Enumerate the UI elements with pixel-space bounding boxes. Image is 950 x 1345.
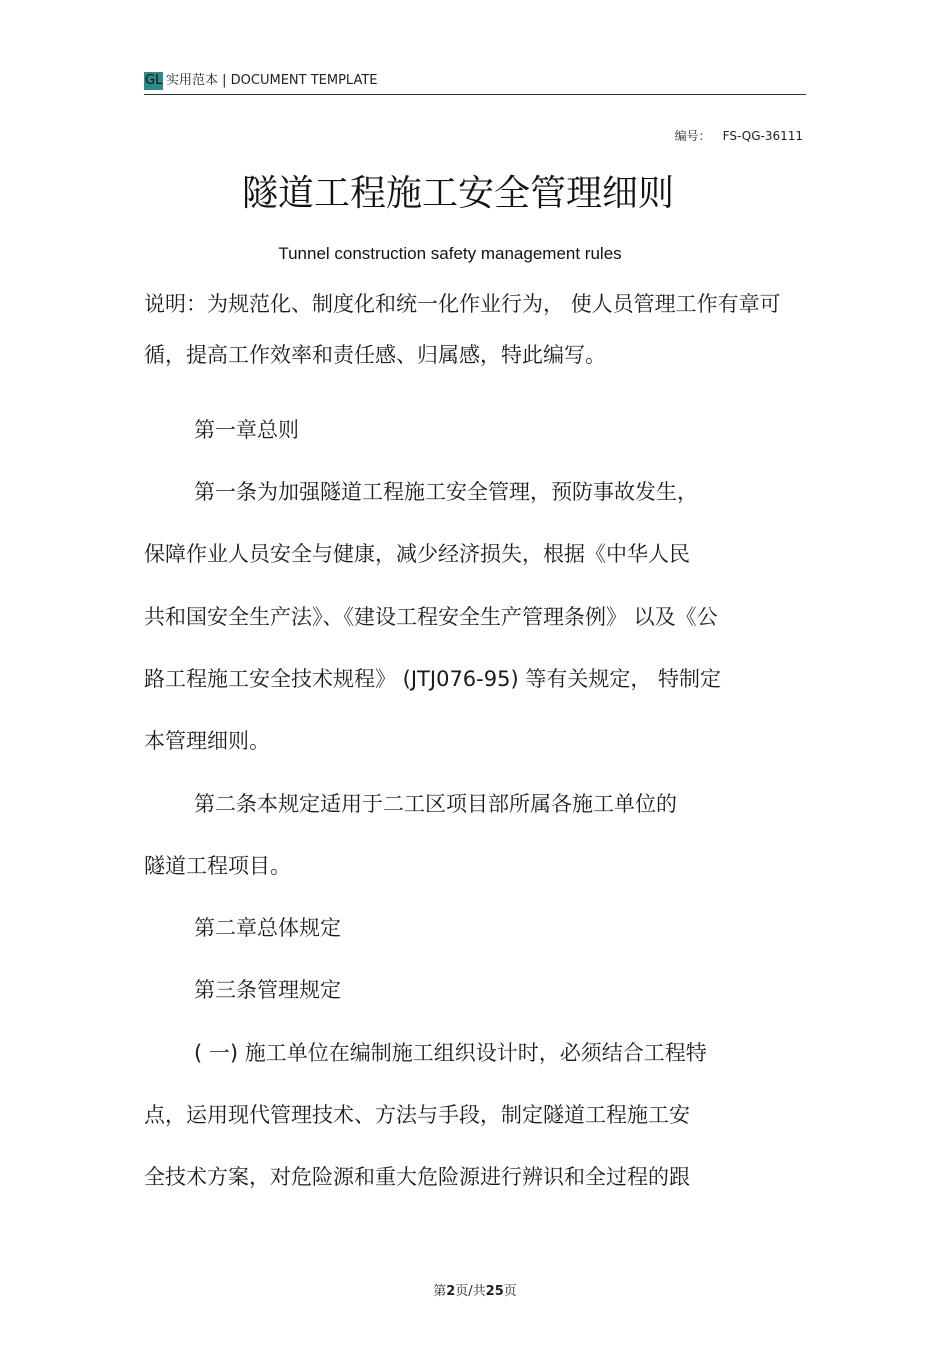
- body-line: 隧道工程项目。: [144, 854, 291, 878]
- page-header: [144, 70, 806, 95]
- body-line: 说明：为规范化、制度化和统一化作业行为， 使人员管理工作有章可: [144, 292, 781, 316]
- body-line: 第一条为加强隧道工程施工安全管理，预防事故发生，: [194, 480, 698, 504]
- body-line: 路工程施工安全技术规程》 (JTJ076-95) 等有关规定， 特制定: [144, 667, 722, 691]
- chapter-heading: 第一章总则: [194, 418, 299, 442]
- footer-prefix: 第: [433, 1284, 447, 1299]
- document-number-value: FS-QG-36111: [722, 129, 803, 143]
- total-pages: 25: [485, 1284, 504, 1299]
- body-line: 共和国安全生产法》、《建设工程安全生产管理条例》 以及《公: [144, 605, 718, 629]
- page-footer: [0, 1280, 950, 1299]
- footer-suffix: 页: [503, 1284, 517, 1299]
- body-line: 保障作业人员安全与健康，减少经济损失，根据《中华人民: [144, 542, 690, 566]
- chapter-heading: 第二章总体规定: [194, 916, 341, 940]
- header-text: 实用范本 | DOCUMENT TEMPLATE: [166, 73, 378, 88]
- body-line: 第二条本规定适用于二工区项目部所属各施工单位的: [194, 792, 677, 816]
- body-line: 本管理细则。: [144, 729, 270, 753]
- current-page: 2: [446, 1284, 456, 1299]
- document-number: [675, 127, 803, 144]
- body-line: 循，提高工作效率和责任感、归属感，特此编写。: [144, 343, 606, 367]
- body-line: 点，运用现代管理技术、方法与手段，制定隧道工程施工安: [144, 1103, 690, 1127]
- article-heading: 第三条管理规定: [194, 978, 341, 1002]
- footer-mid: 页/共: [455, 1284, 486, 1299]
- logo: GL: [145, 73, 163, 88]
- body-line: ( 一) 施工单位在编制施工组织设计时，必须结合工程特: [194, 1041, 707, 1065]
- document-number-label: 编号：: [674, 129, 711, 143]
- body-line: 全技术方案，对危险源和重大危险源进行辨识和全过程的跟: [144, 1165, 690, 1189]
- document-title: 隧道工程施工安全管理细则: [241, 173, 674, 214]
- document-subtitle: Tunnel construction safety management rules: [278, 244, 622, 263]
